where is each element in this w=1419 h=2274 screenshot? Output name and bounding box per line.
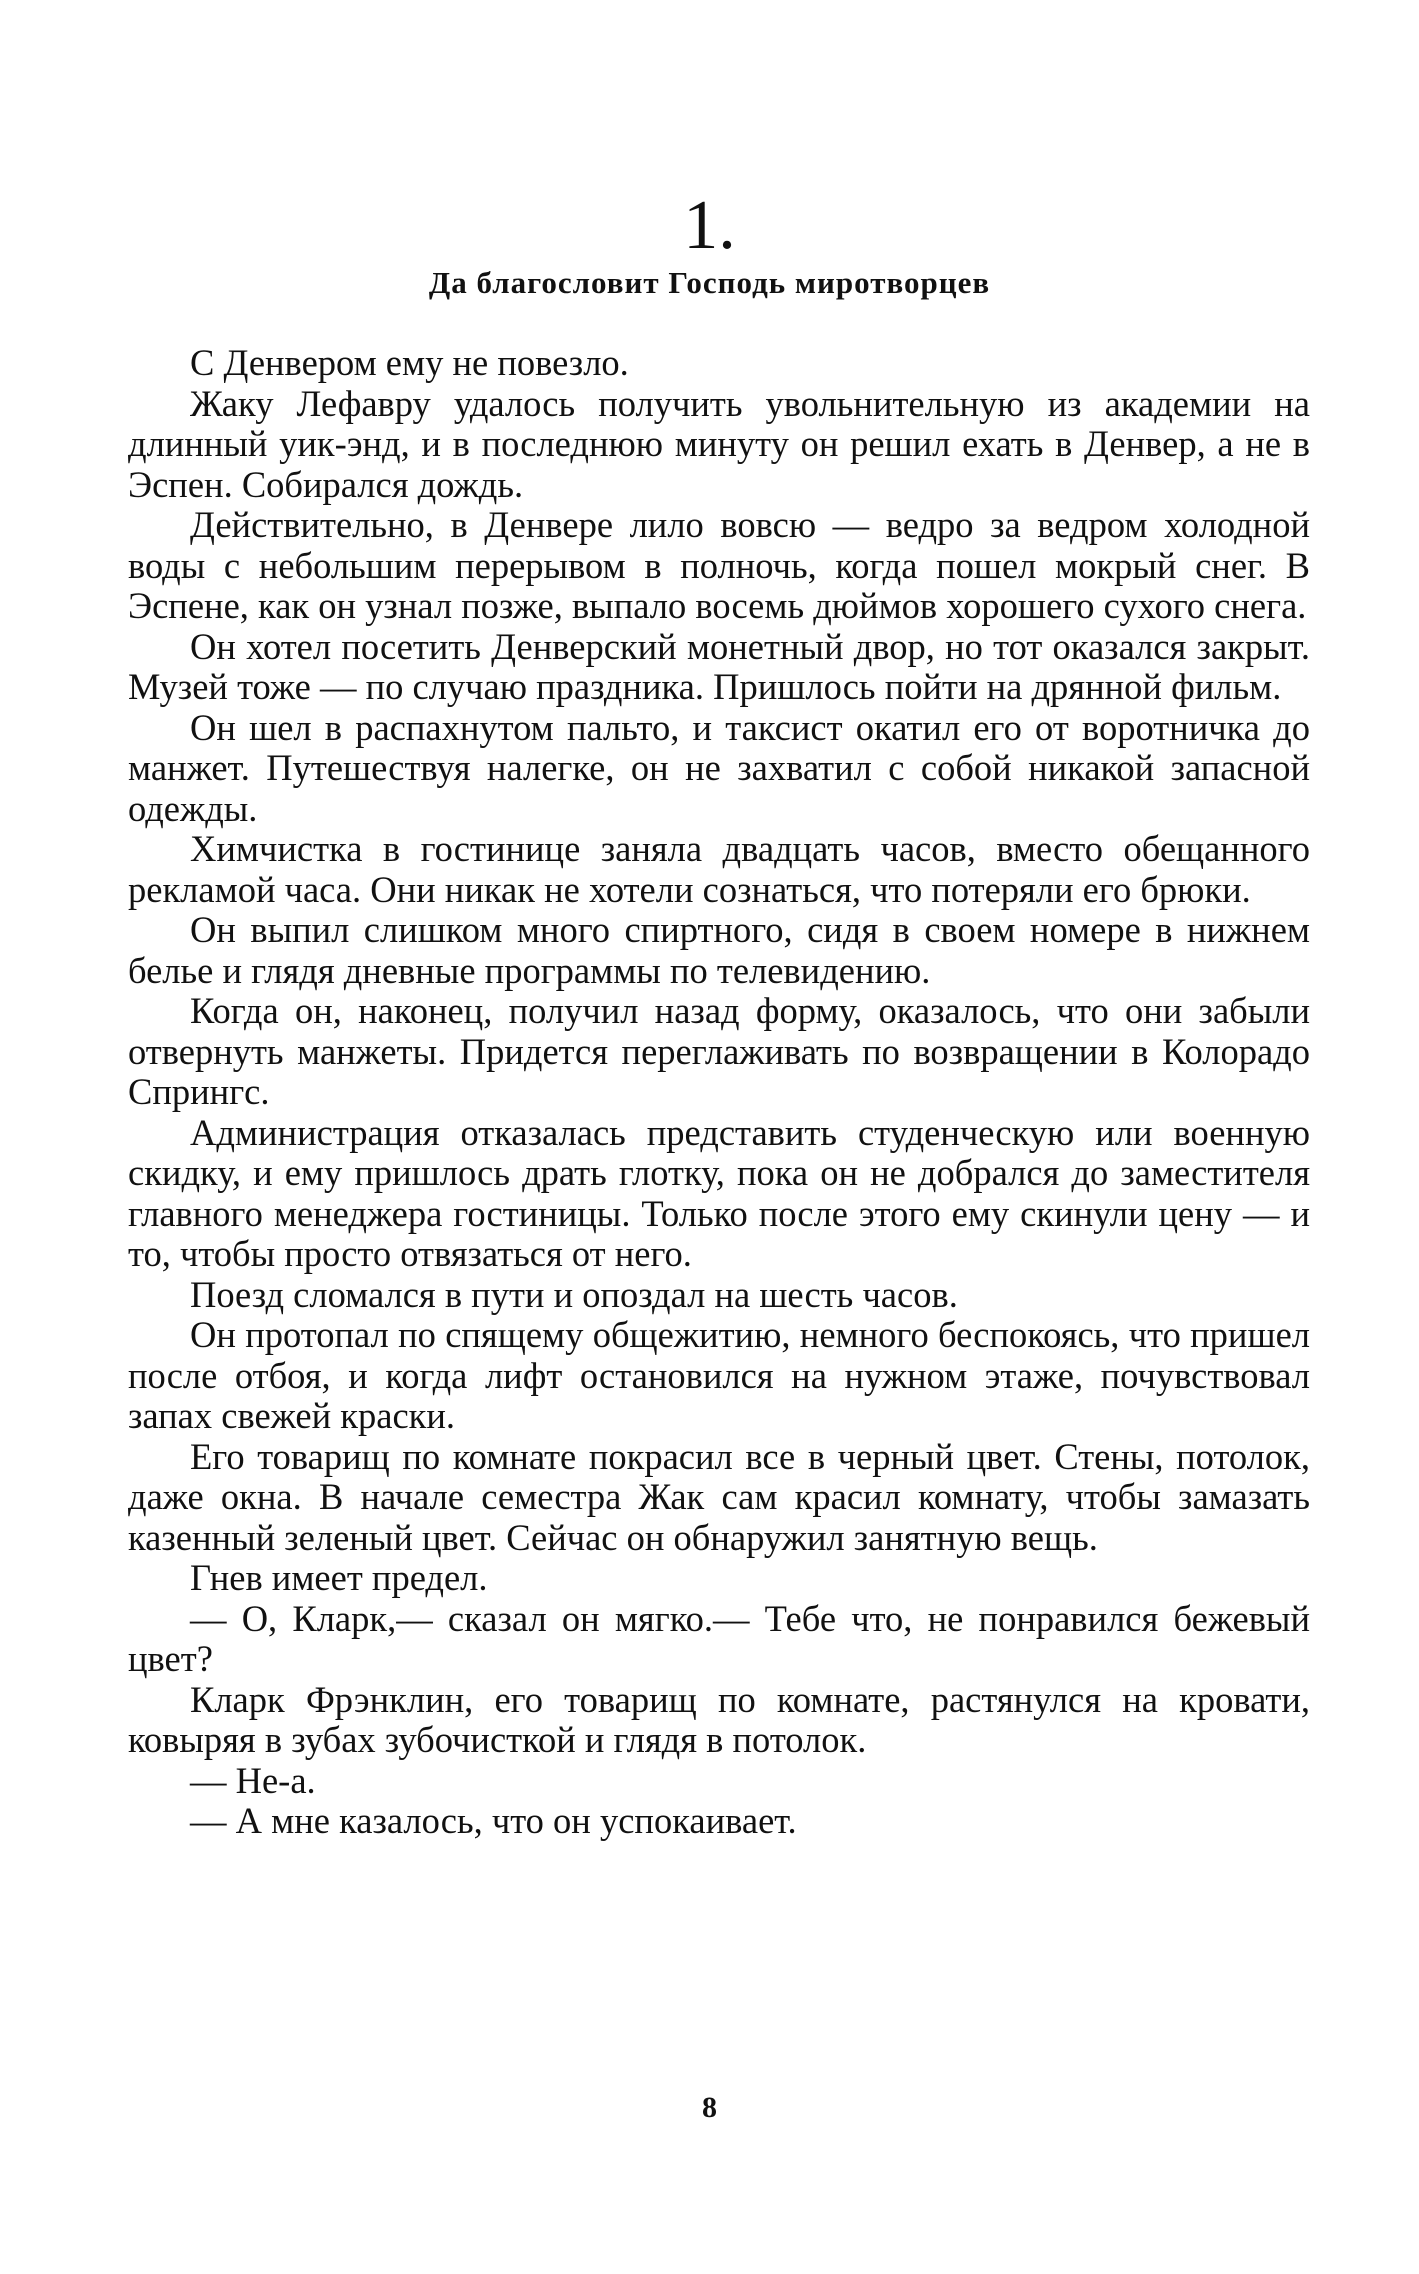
paragraph: Поезд сломался в пути и опоздал на шесть часов.	[190, 1273, 958, 1315]
dialogue-paragraph: — Не-а.	[190, 1759, 316, 1801]
page-number: 8	[702, 2091, 717, 2124]
paragraph: Он протопал по спящему общежитию, немного беспокоясь, что пришел после отбоя, и когда лифт остановился на нужном этаже, почувствовал запах свежей краски.	[128, 1314, 1310, 1436]
paragraph: Он выпил слишком много спиртного, сидя в своем номере в нижнем белье и глядя дневные программы по телевидению.	[128, 909, 1310, 991]
chapter-title: Да благословит Господь миротворцев	[428, 265, 991, 300]
dialogue-paragraph: — О, Кларк,— сказал он мягко.— Тебе что, не понравился бежевый цвет?	[128, 1597, 1310, 1679]
paragraph: Действительно, в Денвере лило вовсю — ведро за ведром холодной воды с небольшим перерывом в полночь, когда пошел мокрый снег. В Эспене, как он узнал позже, выпало восемь дюймов хорошего сухого снега.	[128, 504, 1310, 626]
paragraph: Он шел в распахнутом пальто, и таксист окатил его от воротничка до манжет. Путешествуя налегке, он не захватил с собой никакой запасной одежды.	[128, 706, 1310, 829]
paragraph: Его товарищ по комнате покрасил все в черный цвет. Стены, потолок, даже окна. В начале семестра Жак сам красил комнату, чтобы замазать казенный зеленый цвет. Сейчас он обнаружил занятную вещь.	[128, 1435, 1310, 1558]
paragraph: Жаку Лефавру удалось получить увольнительную из академии на длинный уик-энд, и в последнюю минуту он решил ехать в Денвер, а не в Эспен. Собирался дождь.	[128, 382, 1310, 505]
paragraph: Когда он, наконец, получил назад форму, оказалось, что они забыли отвернуть манжеты. Придется переглаживать по возвращении в Колорадо Спрингс.	[128, 990, 1310, 1112]
paragraph: Гнев имеет предел.	[190, 1557, 488, 1598]
paragraph: Кларк Фрэнклин, его товарищ по комнате, растянулся на кровати, ковыряя в зубах зубочисткой и глядя в потолок.	[128, 1678, 1310, 1760]
paragraph: Он хотел посетить Денверский монетный двор, но тот оказался закрыт. Музей тоже — по случаю праздника. Пришлось пойти на дрянной фильм.	[128, 625, 1310, 707]
chapter-number: 1.	[683, 187, 736, 264]
paragraph: Химчистка в гостинице заняла двадцать часов, вместо обещанного рекламой часа. Они никак не хотели сознаться, что потеряли его брюки.	[128, 828, 1310, 910]
paragraph: С Денвером ему не повезло.	[190, 342, 629, 383]
chapter-body	[128, 343, 1310, 1842]
dialogue-paragraph: — А мне казалось, что он успокаивает.	[190, 1800, 797, 1841]
paragraph: Администрация отказалась представить студенческую или военную скидку, и ему пришлось драть глотку, пока он не добрался до заместителя главного менеджера гостиницы. Только после этого ему скинули цену — и то, чтобы просто отвязаться от него.	[128, 1111, 1310, 1274]
